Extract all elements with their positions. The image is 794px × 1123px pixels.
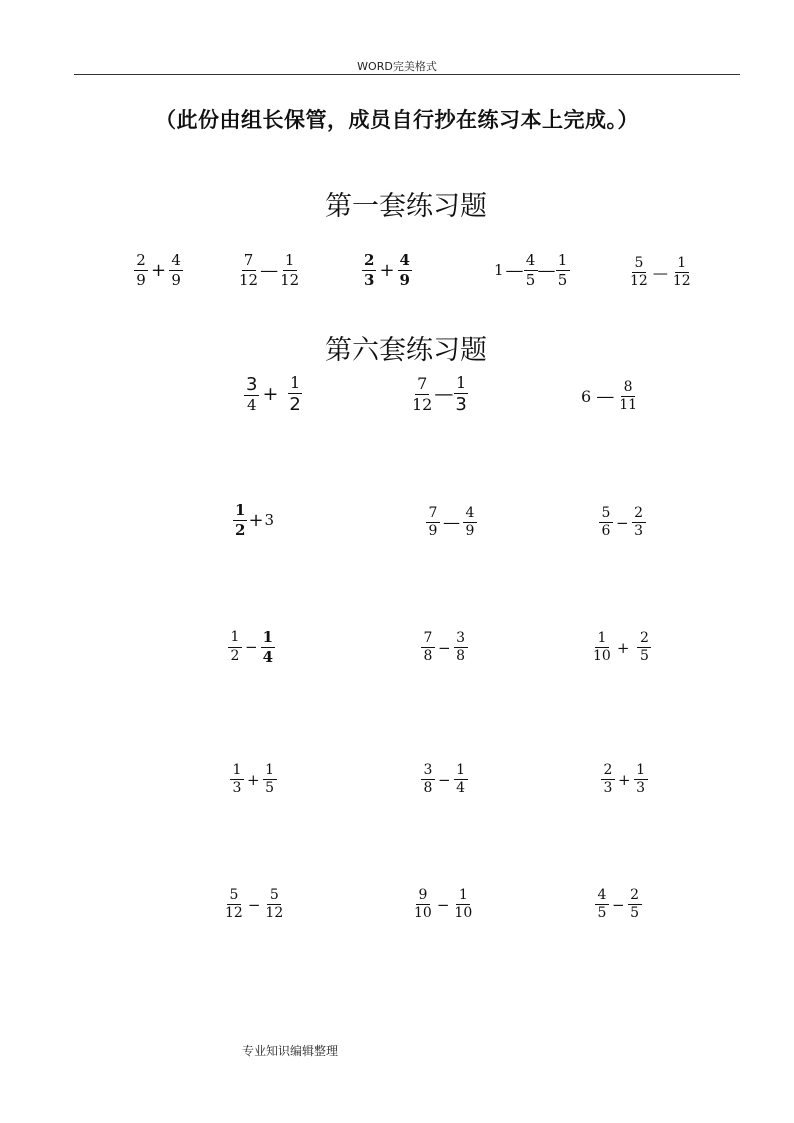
denominator: 9 <box>136 270 146 289</box>
denominator: 3 <box>232 780 242 797</box>
header-rule <box>74 74 740 75</box>
numerator: 2 <box>628 888 642 905</box>
numerator: 1 <box>230 763 244 780</box>
denominator: 10 <box>414 905 432 922</box>
set1-title: 第一套练习题 <box>325 191 487 222</box>
denominator: 12 <box>225 905 243 922</box>
page-footer: 专业知识编辑整理 <box>242 1044 339 1058</box>
denominator: 8 <box>456 648 466 665</box>
set6-problem-7 <box>228 629 275 665</box>
set1-problem-4 <box>494 252 570 288</box>
operator: — <box>652 263 668 282</box>
instruction-note: （此份由组长保管，成员自行抄在练习本上完成。） <box>155 108 639 132</box>
set6-problem-6 <box>599 506 646 540</box>
denominator: 2 <box>289 393 301 415</box>
numerator: 4 <box>169 252 183 271</box>
denominator: 6 <box>601 523 611 540</box>
numerator: 9 <box>416 888 430 905</box>
denominator: 4 <box>456 780 466 797</box>
operator: − <box>247 895 261 914</box>
set6-problem-12 <box>601 763 648 797</box>
set6-problem-3 <box>581 380 639 414</box>
operator: − <box>616 513 629 532</box>
denominator: 8 <box>423 780 433 797</box>
denominator: 9 <box>399 270 410 289</box>
operator: + <box>151 259 167 281</box>
operator: + <box>247 770 260 789</box>
denominator: 5 <box>557 270 568 289</box>
numerator: 2 <box>364 251 375 269</box>
numerator: 7 <box>242 252 256 271</box>
denominator: 12 <box>412 394 433 414</box>
operator: — <box>596 386 615 408</box>
denominator: 10 <box>454 905 473 922</box>
operator: + <box>248 509 264 531</box>
operator: — <box>260 259 279 281</box>
operator: − <box>612 895 625 914</box>
page-header: WORD完美格式 <box>357 60 437 73</box>
fraction <box>169 252 183 288</box>
denominator: 3 <box>636 780 646 797</box>
numerator: 1 <box>283 252 297 271</box>
numerator: 7 <box>417 374 428 394</box>
numerator: 1 <box>263 763 277 780</box>
numerator: 7 <box>426 506 440 523</box>
set6-problem-10 <box>230 763 277 797</box>
denominator: 11 <box>619 397 638 414</box>
numerator: 7 <box>421 631 435 648</box>
numerator: 1 <box>634 763 648 780</box>
numerator: 8 <box>621 380 635 397</box>
numerator: 4 <box>399 251 410 269</box>
denominator: 12 <box>280 270 300 289</box>
denominator: 12 <box>672 273 691 290</box>
whole-number: 3 <box>264 511 275 529</box>
set6-problem-15 <box>595 888 642 922</box>
numerator: 5 <box>599 506 613 523</box>
numerator: 2 <box>637 631 651 648</box>
denominator: 9 <box>428 523 438 540</box>
numerator: 1 <box>556 252 570 271</box>
denominator: 5 <box>265 780 275 797</box>
set6-problem-2 <box>410 374 469 414</box>
denominator: 3 <box>364 270 375 289</box>
numerator: 3 <box>454 631 468 648</box>
numerator: 5 <box>632 256 646 273</box>
denominator: 4 <box>262 647 274 666</box>
operator: + <box>379 259 395 281</box>
numerator: 3 <box>246 373 258 395</box>
operator: — <box>443 512 460 533</box>
denominator: 3 <box>634 523 644 540</box>
operator: − <box>438 638 451 657</box>
numerator: 1 <box>675 256 689 273</box>
set6-problem-13 <box>223 888 285 922</box>
operator: — <box>434 383 454 406</box>
numerator: 5 <box>227 888 241 905</box>
numerator: 1 <box>290 373 301 392</box>
denominator: 9 <box>171 270 181 289</box>
set6-problem-5 <box>426 506 477 540</box>
set6-problem-8 <box>421 631 468 665</box>
numerator: 4 <box>595 888 609 905</box>
whole-number: 6 <box>581 387 592 407</box>
numerator: 4 <box>463 506 477 523</box>
denominator: 3 <box>455 393 467 415</box>
numerator: 1 <box>228 630 242 647</box>
operator: — <box>537 259 556 281</box>
operator: + <box>262 383 279 406</box>
set1-problem-3 <box>362 252 412 288</box>
denominator: 2 <box>230 647 240 664</box>
operator: + <box>618 770 631 789</box>
numerator: 2 <box>134 252 148 271</box>
denominator: 5 <box>639 648 649 665</box>
denominator: 12 <box>630 273 648 290</box>
set6-problem-11 <box>421 763 468 797</box>
denominator: 9 <box>465 523 475 540</box>
numerator: 2 <box>632 506 646 523</box>
denominator: 5 <box>597 905 607 922</box>
fraction <box>134 252 148 288</box>
operator: − <box>436 895 450 914</box>
numerator: 1 <box>595 631 609 648</box>
numerator: 4 <box>524 252 538 271</box>
set6-problem-14 <box>412 888 474 922</box>
numerator: 1 <box>235 501 246 519</box>
set1-problem-5 <box>628 256 693 290</box>
set1-problem-2 <box>237 252 301 288</box>
set6-problem-4 <box>233 502 274 538</box>
numerator: 2 <box>601 763 615 780</box>
denominator: 5 <box>525 270 536 289</box>
denominator: 3 <box>603 780 613 797</box>
denominator: 4 <box>246 396 257 415</box>
operator: − <box>245 638 258 656</box>
denominator: 8 <box>423 648 433 665</box>
set6-title: 第六套练习题 <box>325 335 487 366</box>
operator: — <box>505 259 524 281</box>
set1-problem-1 <box>134 252 183 288</box>
numerator: 1 <box>455 373 467 392</box>
numerator: 1 <box>454 763 468 780</box>
denominator: 2 <box>235 520 246 539</box>
whole-number: 1 <box>494 261 504 279</box>
numerator: 5 <box>267 888 281 905</box>
set6-problem-9 <box>591 631 651 665</box>
numerator: 1 <box>456 888 470 905</box>
denominator: 5 <box>630 905 640 922</box>
denominator: 10 <box>593 648 611 665</box>
denominator: 12 <box>239 270 259 289</box>
operator: + <box>616 638 630 657</box>
numerator: 3 <box>421 763 435 780</box>
numerator: 1 <box>262 628 274 646</box>
denominator: 12 <box>265 905 284 922</box>
operator: − <box>438 770 451 789</box>
set6-problem-1 <box>244 374 303 414</box>
